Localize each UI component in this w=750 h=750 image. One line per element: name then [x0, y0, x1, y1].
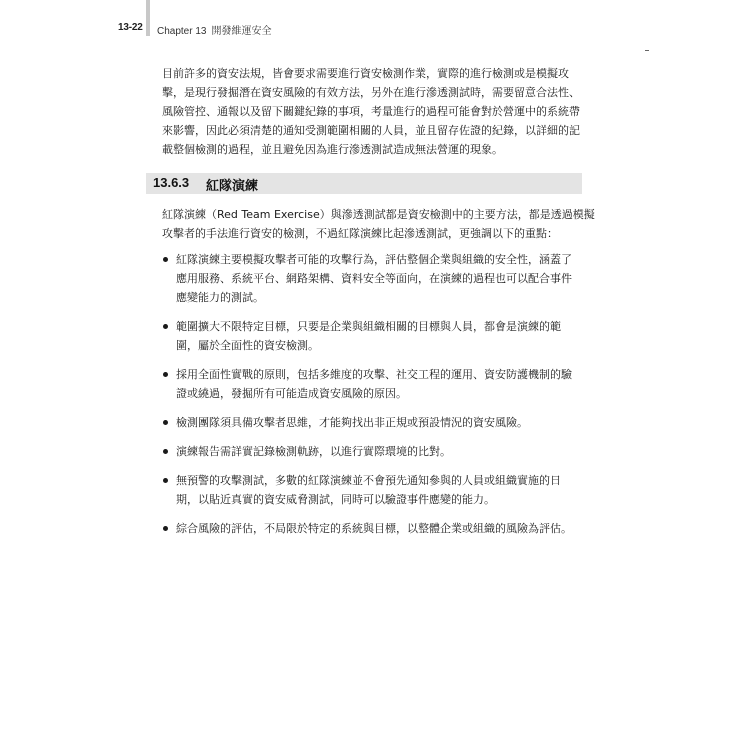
intro-line: 目前許多的資安法規，皆會要求需要進行資安檢測作業，實際的進行檢測或是模擬攻	[162, 67, 569, 80]
bullet-dot-icon	[163, 526, 168, 531]
bullet-dot-icon	[163, 257, 168, 262]
bullet-line: 檢測團隊須具備攻擊者思維，才能夠找出非正規或預設情況的資安風險。	[176, 416, 528, 429]
section-number: 13.6.3	[153, 175, 190, 190]
intro-paragraph	[162, 64, 580, 159]
section-intro-line: 攻擊者的手法進行資安的檢測，不過紅隊演練比起滲透測試，更強調以下的重點：	[162, 227, 558, 240]
section-intro-line: 紅隊演練（Red Team Exercise）與滲透測試都是資安檢測中的主要方法，都是透過模擬	[162, 208, 595, 221]
intro-line: 擊，是現行發掘潛在資安風險的有效方法，另外在進行滲透測試時，需要留意合法性、	[162, 86, 580, 99]
chapter-heading	[157, 22, 271, 37]
bullet-line: 證或繞過，發掘所有可能造成資安風險的原因。	[176, 387, 407, 400]
bullet-line: 無預警的攻擊測試，多數的紅隊演練並不會預先通知參與的人員或組織實施的日	[176, 474, 561, 487]
page-number: 13-22	[118, 22, 143, 33]
chapter-label: Chapter 13	[157, 26, 207, 37]
list-item	[160, 317, 600, 355]
section-intro-paragraph	[162, 205, 595, 243]
intro-line: 風險管控、通報以及留下關鍵紀錄的事項，考量進行的過程可能會對於營運中的系統帶	[162, 105, 580, 118]
bullet-line: 期，以貼近真實的資安威脅測試，同時可以驗證事件應變的能力。	[176, 493, 495, 506]
section-title: 紅隊演練	[206, 179, 259, 194]
bullet-line: 紅隊演練主要模擬攻擊者可能的攻擊行為，評估整個企業與組織的安全性，涵蓋了	[176, 253, 572, 266]
bullet-line: 採用全面性實戰的原則，包括多維度的攻擊、社交工程的運用、資安防護機制的驗	[176, 368, 572, 381]
bullet-list	[160, 250, 600, 548]
bullet-dot-icon	[163, 420, 168, 425]
bullet-dot-icon	[163, 324, 168, 329]
list-item	[160, 442, 600, 461]
list-item	[160, 471, 600, 509]
list-item	[160, 250, 600, 307]
header-divider-bar	[146, 0, 150, 36]
chapter-title: 開發維運安全	[211, 26, 272, 37]
bullet-dot-icon	[163, 372, 168, 377]
section-heading	[146, 173, 582, 194]
bullet-line: 圍，屬於全面性的資安檢測。	[176, 339, 319, 352]
bullet-line: 應變能力的測試。	[176, 291, 264, 304]
corner-mark	[645, 50, 649, 51]
intro-line: 載整個檢測的過程，並且避免因為進行滲透測試造成無法營運的現象。	[162, 143, 503, 156]
bullet-line: 應用服務、系統平台、網路架構、資料安全等面向，在演練的過程也可以配合事件	[176, 272, 572, 285]
intro-line: 來影響，因此必須清楚的通知受測範圍相關的人員，並且留存佐證的紀錄，以詳細的記	[162, 124, 580, 137]
list-item	[160, 365, 600, 403]
list-item	[160, 413, 600, 432]
bullet-line: 演練報告需詳實記錄檢測軌跡，以進行實際環境的比對。	[176, 445, 451, 458]
bullet-dot-icon	[163, 478, 168, 483]
bullet-line: 綜合風險的評估，不局限於特定的系統與目標，以整體企業或組織的風險為評估。	[176, 522, 572, 535]
bullet-line: 範圍擴大不限特定目標，只要是企業與組織相關的目標與人員，都會是演練的範	[176, 320, 561, 333]
bullet-dot-icon	[163, 449, 168, 454]
list-item	[160, 519, 600, 538]
